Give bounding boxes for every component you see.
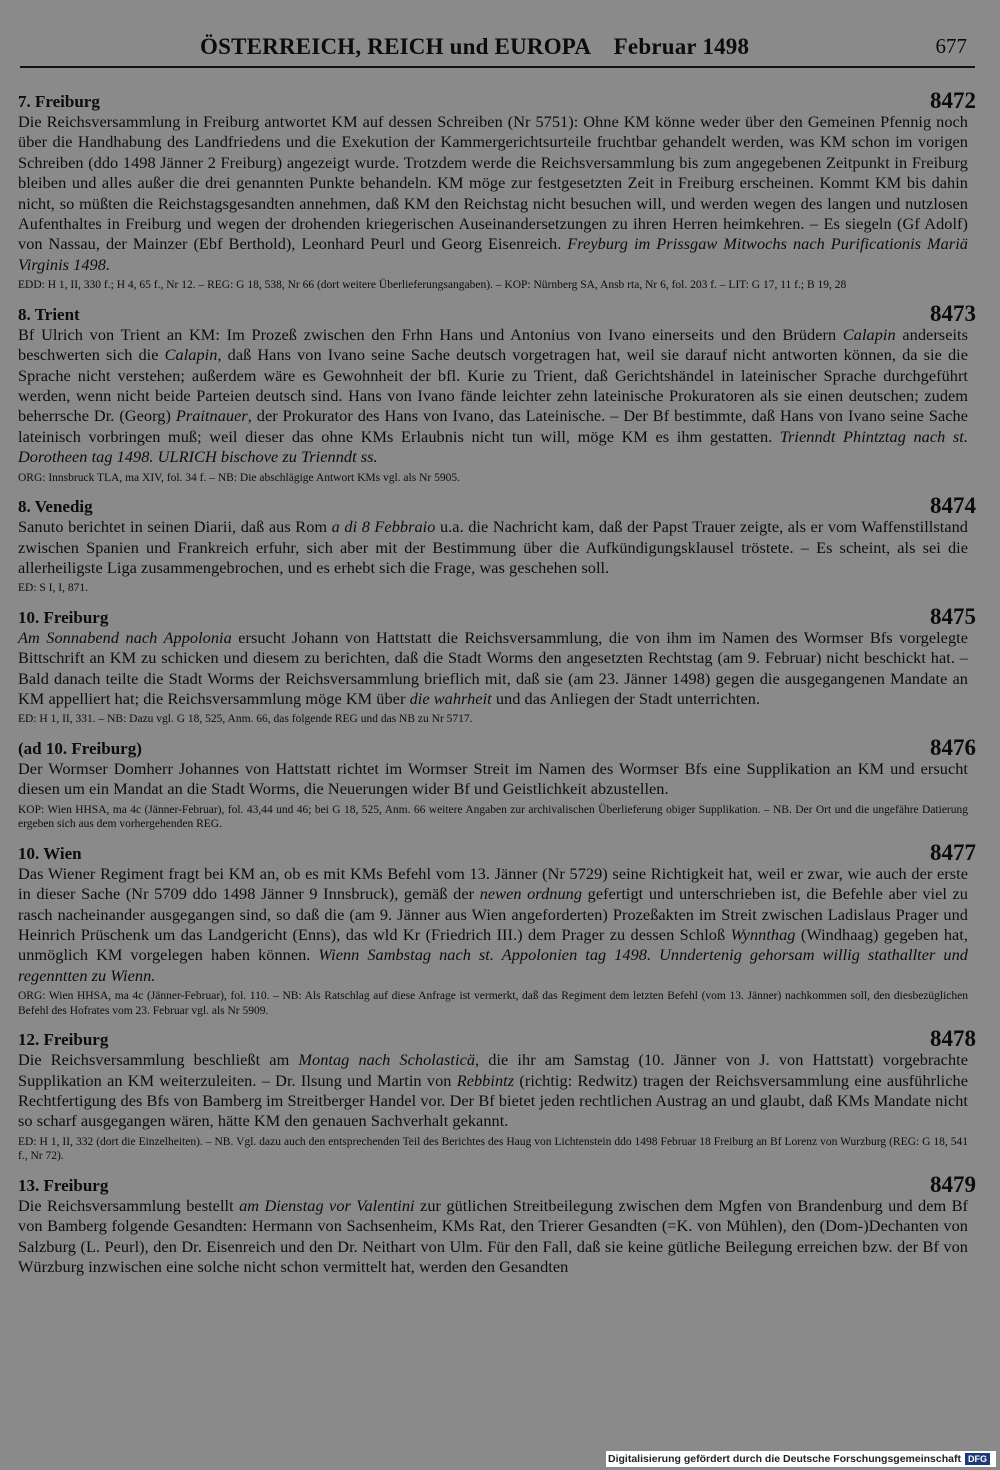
- entry-text: Die Reichsversammlung in Freiburg antwortet KM auf dessen Schreiben (Nr 5751): Ohne KM könne weder über den Gemeinen Pfennig noch über die Handhabung des Landfriedens und die Exekution der Kammergerichtsurteile fruchtbar gehandelt werden, was KM schon im vorigen Schreiben (ddo 1498 Jänner 2 Freiburg) angezeigt wurde. Trotzdem werde die Reichsversammlung bis zum angegebenen Zeitpunkt in Freiburg bleiben und alles außer die drei genannten Punkte behandeln. KM möge zur festgesetzten Zeit in Freiburg erscheinen. Kommt KM bis dahin nicht, so müßten die Reichstagsgesandten annehmen, daß KM den Reichstag nicht besuchen will, und werden wegen des langen und nutzlosen Aufenthaltes in Freiburg und wegen der drohenden kriegerischen Auseinandersetzungen zu ihren Herren heimkehren. – Es siegeln (Gf Adolf) von Nassau, der Mainzer (Ebf Berthold), Leonhard Peurl und Georg Eisenreich. Freyburg im Prissgaw Mitwochs nach Purificationis Mariä Virginis 1498.: [18, 112, 968, 274]
- entry-number: 8479: [930, 1171, 976, 1197]
- entry-number: 8477: [930, 839, 976, 865]
- entry-heading: [18, 734, 976, 760]
- entry-references: ED: H 1, II, 332 (dort die Einzelheiten). – NB. Vgl. dazu auch den entsprechenden Teil des Berichtes des Haug von Lichtenstein ddo 1498 Februar 18 Freiburg an Bf Lorenz von Wurzburg (REG: G 18, 541 f., Nr 72).: [18, 1135, 968, 1163]
- entry-heading: [18, 88, 976, 113]
- entry-number: 8478: [930, 1026, 976, 1052]
- entry-date: 7. Freiburg: [18, 92, 100, 111]
- entry-heading: [18, 1171, 976, 1197]
- entry-date: 8. Venedig: [18, 497, 93, 517]
- entry-references: ORG: Wien HHSA, ma 4c (Jänner-Februar), fol. 110. – NB: Als Ratschlag auf diese Anfrage ist vermerkt, daß das Regiment dem letzten Befehl (vom 13. Jänner) nachkommen soll, den diesbezüglichen Befehl des Hofrates vom 23. Februar vgl. als Nr 5909.: [18, 990, 968, 1017]
- entry-references: ED: H 1, II, 331. – NB: Dazu vgl. G 18, 525, Anm. 66, das folgende REG und das NB zu Nr 5717.: [18, 713, 473, 726]
- entry-text: Die Reichsversammlung bestellt am Dienstag vor Valentini zur gütlichen Streitbeilegung zwischen dem Mgfen von Brandenburg und dem Bf von Bamberg folgende Gesandten: Hermann von Sachsenheim, KMs Rat, den Trierer Gesandten (=K. von Mühlen), den (Dom-)Dechanten von Salzburg (L. Peurl), den Dr. Eisenreich und den Dr. Neithart von Ulm. Für den Fall, daß sie keine gütliche Beilegung erreichen bzw. der Bf von Würzburg inzwischen eine solche nicht schon vermittelt hat, werden den Gesandten: [18, 1195, 968, 1277]
- entry-number: 8476: [930, 734, 976, 760]
- footer-text: Digitalisierung gefördert durch die Deutsche Forschungsgemeinschaft: [608, 1453, 961, 1465]
- entry-date: 8. Trient: [18, 304, 80, 324]
- entry-heading: [18, 839, 976, 865]
- register-entry: [18, 88, 976, 293]
- register-entries: [18, 88, 976, 1285]
- entry-text: Die Reichsversammlung beschließt am Montag nach Scholasticä, die ihr am Samstag (10. Jänner von J. von Hattstatt) vorgebrachte Supplikation an KM weiterzuleiten. – Dr. Ilsung und Martin von Rebbintz (richtig: Redwitz) tragen der Reichsversammlung eine ausführliche Rechtfertigung des Bfs von Bamberg im Streitberger Handel vor. Der Bf bietet jeden rechtlichen Austrag an und glaubt, daß KMs Mandate nicht so scharf ausgegangen wären, hätte KM den genauen Sachverhalt gekannt.: [18, 1050, 968, 1131]
- running-title: ÖSTERREICH, REICH und EUROPA Februar 1498: [200, 34, 750, 59]
- entry-heading: [18, 603, 976, 629]
- register-entry: [18, 493, 976, 596]
- entry-date: 10. Freiburg: [18, 607, 109, 627]
- entry-text: Das Wiener Regiment fragt bei KM an, ob es mit KMs Befehl vom 13. Jänner (Nr 5729) seine Richtigkeit hat, weil er zwar, wie auch der erste in dieser Sache (Nr 5709 ddo 1498 Jänner 9 Innsbruck), gemäß der newen ordnung gefertigt und unterschrieben ist, die Befehle aber viel zu rasch nacheinander ausgegangen sind, so daß die (am 9. Jänner aus Wien angeforderten) Prozeßakten im Streit zwischen Ladislaus Prager und Heinrich Prüschenk um das Landgericht (Enns), das wld Kr (Friedrich III.) dem Prager zu dessen Schloß Wynnthag (Windhaag) gegeben hat, unmöglich KM vorgelegen haben können. Wienn Sambstag nach st. Appolonien tag 1498. Unndertenig gehorsam willig stathallter und regenntten zu Wienn.: [18, 863, 968, 985]
- entry-date: 10. Wien: [18, 843, 82, 863]
- digitization-footer: [606, 1451, 996, 1467]
- entry-date: 13. Freiburg: [18, 1175, 109, 1195]
- entry-heading: [18, 300, 976, 326]
- dfg-logo-icon: DFG: [965, 1453, 990, 1465]
- entry-text: Sanuto berichtet in seinen Diarii, daß aus Rom a di 8 Febbraio u.a. die Nachricht kam, daß der Papst Trauer zeigte, als er vom Waffenstillstand zwischen Spanien und Frankreich erfuhr, sich aber mit der Bestimmung über die Aufkündigungsklausel tröstete. – Es scheint, als sei die allerheiligste Liga zusammengebrochen, und es erhebt sich die Frage, was geschehen soll.: [18, 517, 968, 577]
- entry-number: 8475: [930, 603, 976, 629]
- entry-references: KOP: Wien HHSA, ma 4c (Jänner-Februar), fol. 43,44 und 46; bei G 18, 525, Anm. 66 weitere Angaben zur archivalischen Überlieferung obiger Supplikation. – NB. Der Ort und die ungefähre Datierung ergeben sich aus dem vorhergehenden REG.: [18, 803, 968, 831]
- register-entry: [18, 734, 976, 832]
- entry-number: 8472: [930, 88, 976, 113]
- register-entry: [18, 839, 976, 1018]
- register-entry: [18, 1026, 976, 1164]
- entry-text: Am Sonnabend nach Appolonia ersucht Johann von Hattstatt die Reichsversammlung, die von ihm im Namen des Wormser Bfs vorgelegte Bittschrift an KM zu schicken und diesem zu berichten, daß die Stadt Worms den angesetzten Rechtstag (am 9. Februar) nicht beschickt hat. – Bald danach teilte die Stadt Worms der Reichsversammlung brieflich mit, daß sie (am 23. Jänner 1498) gegen die ausgegangenen Mandate an KM appelliert hat; die Reichsversammlung möge KM über die wahrheit und das Anliegen der Stadt unterrichten.: [18, 627, 968, 709]
- register-entry: [18, 1171, 976, 1278]
- entry-date: 12. Freiburg: [18, 1030, 109, 1050]
- register-entry: [18, 603, 976, 727]
- entry-heading: [18, 1026, 976, 1052]
- entry-references: ORG: Innsbruck TLA, ma XIV, fol. 34 f. – NB: Die abschlägige Antwort KMs vgl. als Nr 5905.: [18, 471, 460, 484]
- entry-text: Bf Ulrich von Trient an KM: Im Prozeß zwischen den Frhn Hans und Antonius von Ivano einerseits und den Brüdern Calapin anderseits beschwerten sich die Calapin, daß Hans von Ivano seine Sache deutsch vorgetragen hat, weil sie darauf nicht antworten können, da sie die Sprache nicht verstehen; außerdem wäre es Gewohnheit der bfl. Kurie zu Trient, daß Gerichtshändel in lateinischer Sprache durchgeführt werden, wenn nicht beide Parteien deutsch sind. Hans von Ivano fände leichter zehn lateinische Prokuratoren als sie einen deutschen; zudem beherrsche Dr. (Georg) Praitnauer, der Prokurator des Hans von Ivano, das Lateinische. – Der Bf bestimmte, daß Hans von Ivano seine Sache lateinisch vorbringen muß; weil dieser das ohne KMs Erlaubnis nicht tun will, möge KM es ihm gestatten. Trienndt Phintztag nach st. Dorotheen tag 1498. ULRICH bischove zu Trienndt ss.: [18, 324, 968, 467]
- entry-heading: [18, 493, 976, 519]
- entry-date: (ad 10. Freiburg): [18, 738, 142, 758]
- entry-number: 8474: [930, 493, 976, 519]
- page-number: 677: [935, 34, 967, 58]
- entry-references: ED: S I, I, 871.: [18, 582, 88, 595]
- entry-number: 8473: [930, 300, 976, 326]
- entry-text: Der Wormser Domherr Johannes von Hattstatt richtet im Wormser Streit im Namen des Wormser Bfs eine Supplikation an KM und ersucht diesen um ein Mandat an die Stadt Worms, die Neuerungen wider Bf und Geistlichkeit abzustellen.: [18, 758, 968, 799]
- register-entry: [18, 300, 976, 485]
- page-header: [20, 30, 975, 68]
- entry-references: EDD: H 1, II, 330 f.; H 4, 65 f., Nr 12. – REG: G 18, 538, Nr 66 (dort weitere Überlieferungsangaben). – KOP: Nürnberg SA, Ansb rta, Nr 6, fol. 203 f. – LIT: G 17, 11 f.; B 19, 28: [18, 279, 847, 292]
